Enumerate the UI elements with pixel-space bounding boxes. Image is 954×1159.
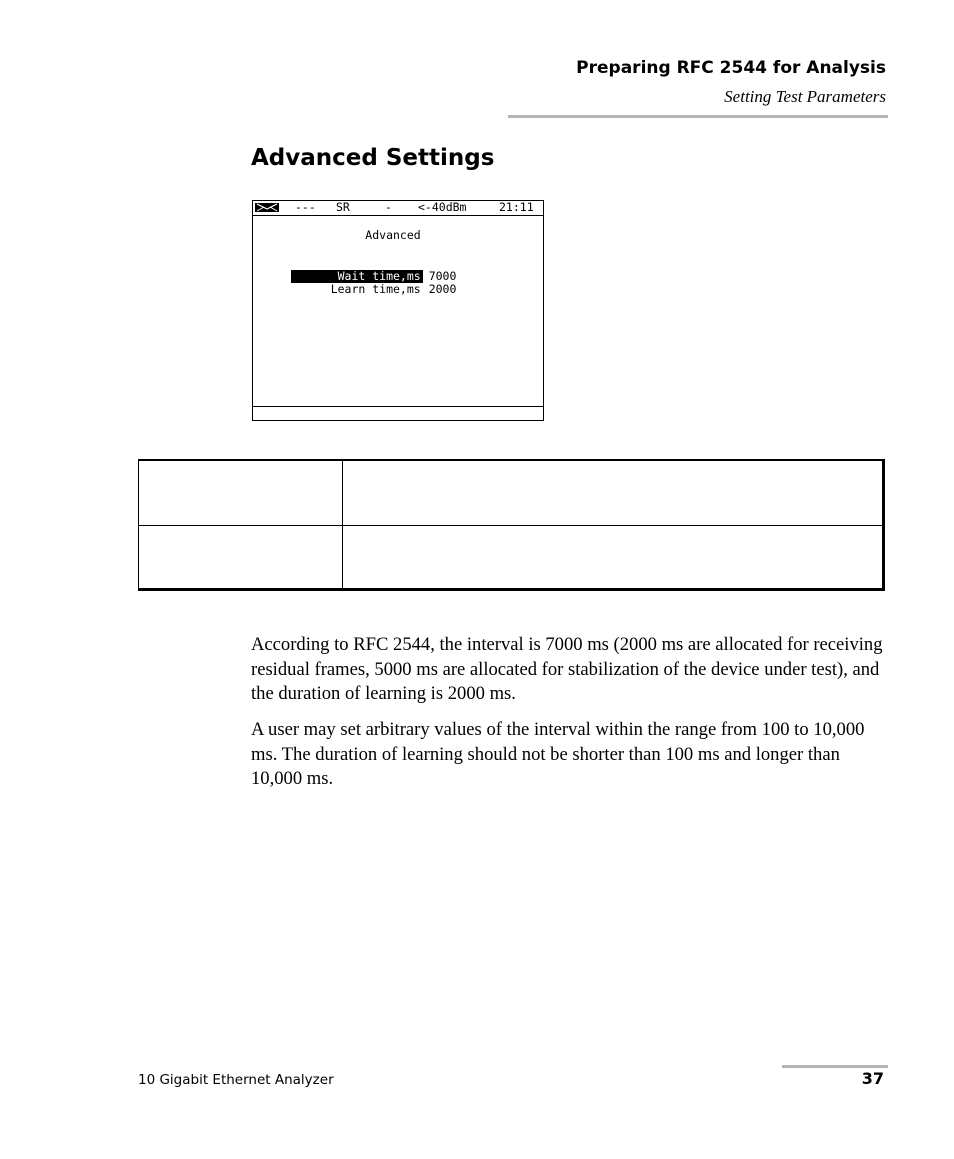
- table-cell: [139, 460, 343, 526]
- status-field-3: -: [385, 200, 392, 214]
- setting-row-learn-time[interactable]: [263, 270, 456, 309]
- status-field-1: ---: [295, 200, 316, 214]
- setting-value: 7000: [428, 269, 457, 283]
- settings-table: [138, 459, 885, 591]
- footer-product-name: 10 Gigabit Ethernet Analyzer: [138, 1072, 334, 1088]
- table-row: [139, 460, 884, 526]
- status-power: <-40dBm: [418, 200, 467, 214]
- section-title: Advanced Settings: [251, 145, 495, 171]
- envelope-icon: [255, 203, 279, 212]
- body-paragraph: A user may set arbitrary values of the interval within the range from 100 to 10,000 ms. The duration of learning should not be shorter than 100 ms and longer than 10,000 ms.: [251, 719, 865, 789]
- status-time: 21:11: [499, 200, 534, 214]
- setting-label: Wait time,ms: [291, 270, 423, 283]
- device-screen: [252, 200, 544, 421]
- footer-divider: [782, 1065, 888, 1068]
- table-cell: [343, 526, 884, 590]
- status-field-mode: SR: [336, 200, 350, 214]
- section-subtitle: Setting Test Parameters: [724, 87, 886, 106]
- screen-title: Advanced: [365, 228, 421, 242]
- table-cell: [343, 460, 884, 526]
- screen-footer-bar: [253, 406, 543, 420]
- table-row: [139, 526, 884, 590]
- setting-value: 2000: [428, 282, 457, 296]
- body-paragraph: According to RFC 2544, the interval is 7000 ms (2000 ms are allocated for receiving residual frames, 5000 ms are allocated for stabilization of the device under test), and the duration of learning is 2000 ms.: [251, 634, 883, 704]
- page-number: 37: [861, 1069, 884, 1088]
- header-divider: [508, 115, 888, 118]
- setting-label: Learn time,ms: [330, 282, 421, 296]
- device-status-bar: [253, 201, 543, 216]
- table-cell: [139, 526, 343, 590]
- chapter-title: Preparing RFC 2544 for Analysis: [576, 58, 886, 78]
